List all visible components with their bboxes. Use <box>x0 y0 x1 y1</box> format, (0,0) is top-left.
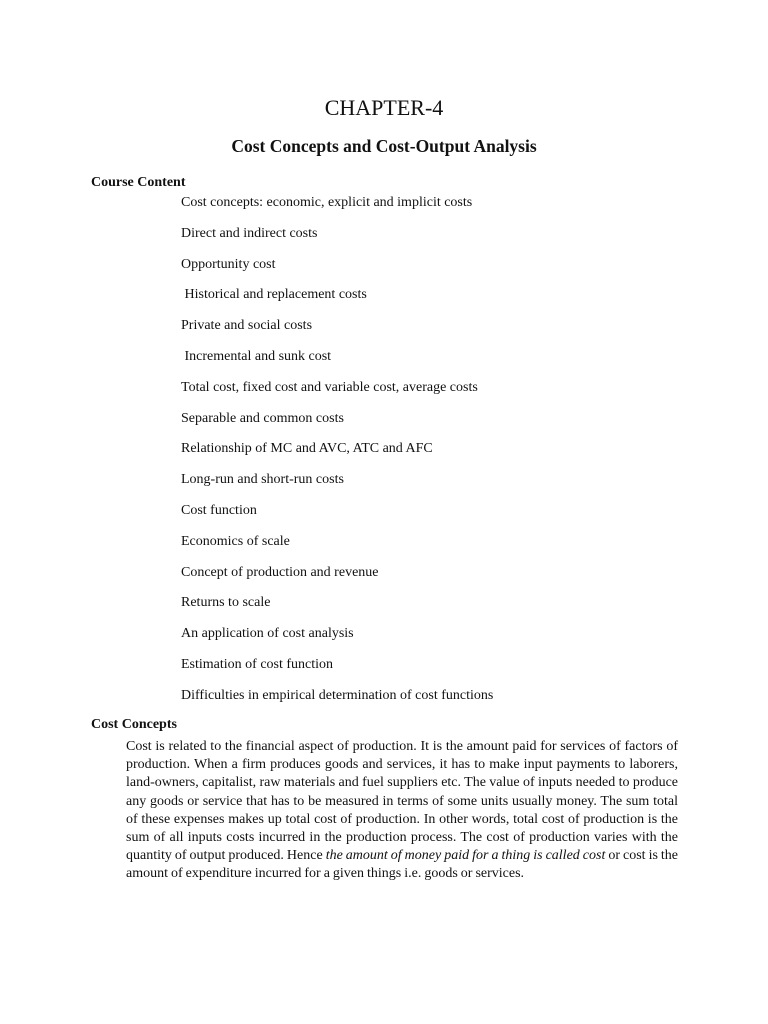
list-item: Difficulties in empirical determination of cost functions <box>181 687 494 703</box>
list-item: Returns to scale <box>181 595 271 611</box>
list-item: Cost concepts: economic, explicit and implicit costs <box>181 195 473 210</box>
list-item: Cost function <box>181 502 257 518</box>
list-item: Relationship of MC and AVC, ATC and AFC <box>181 441 433 457</box>
list-item: Concept of production and revenue <box>181 564 379 580</box>
course-content-heading: Course Content <box>91 175 186 190</box>
list-item: Incremental and sunk cost <box>181 348 332 364</box>
list-item: Historical and replacement costs <box>181 287 367 303</box>
chapter-subtitle: Cost Concepts and Cost-Output Analysis <box>231 136 537 156</box>
list-item: Total cost, fixed cost and variable cost, average costs <box>181 379 478 395</box>
cost-concepts-heading: Cost Concepts <box>91 717 177 732</box>
list-item: Economics of scale <box>181 533 290 549</box>
list-item: Long-run and short-run costs <box>181 472 344 488</box>
course-content-list <box>181 194 493 718</box>
chapter-title: CHAPTER-4 <box>324 95 444 120</box>
paragraph-text: or cost is the amount of expenditure incurred for a given things i.e. goods or services. <box>126 848 679 882</box>
paragraph-emphasis: the amount of money paid for a thing is called cost <box>325 848 606 864</box>
list-item: Direct and indirect costs <box>181 225 318 241</box>
list-item: An application of cost analysis <box>181 626 354 642</box>
paragraph-text: Cost is related to the financial aspect of production. It is the amount paid for services of factors of production. When a firm produces goods and services, it has to make input payments to laborers, land-owners, capitalist, raw materials and fuel suppliers etc. The value of inputs needed to produce any goods or service that has to be measured in terms of some units usually money. The sum total of these expenses makes up total cost of production. In other words, total cost of production is the sum of all inputs costs incurred in the production process. The cost of production varies with the quantity of output produced. Hence <box>126 739 678 864</box>
list-item: Estimation of cost function <box>181 656 334 672</box>
list-item: Opportunity cost <box>181 256 276 272</box>
list-item: Separable and common costs <box>181 410 344 426</box>
list-item: Private and social costs <box>181 318 313 334</box>
cost-concepts-paragraph <box>126 738 678 884</box>
